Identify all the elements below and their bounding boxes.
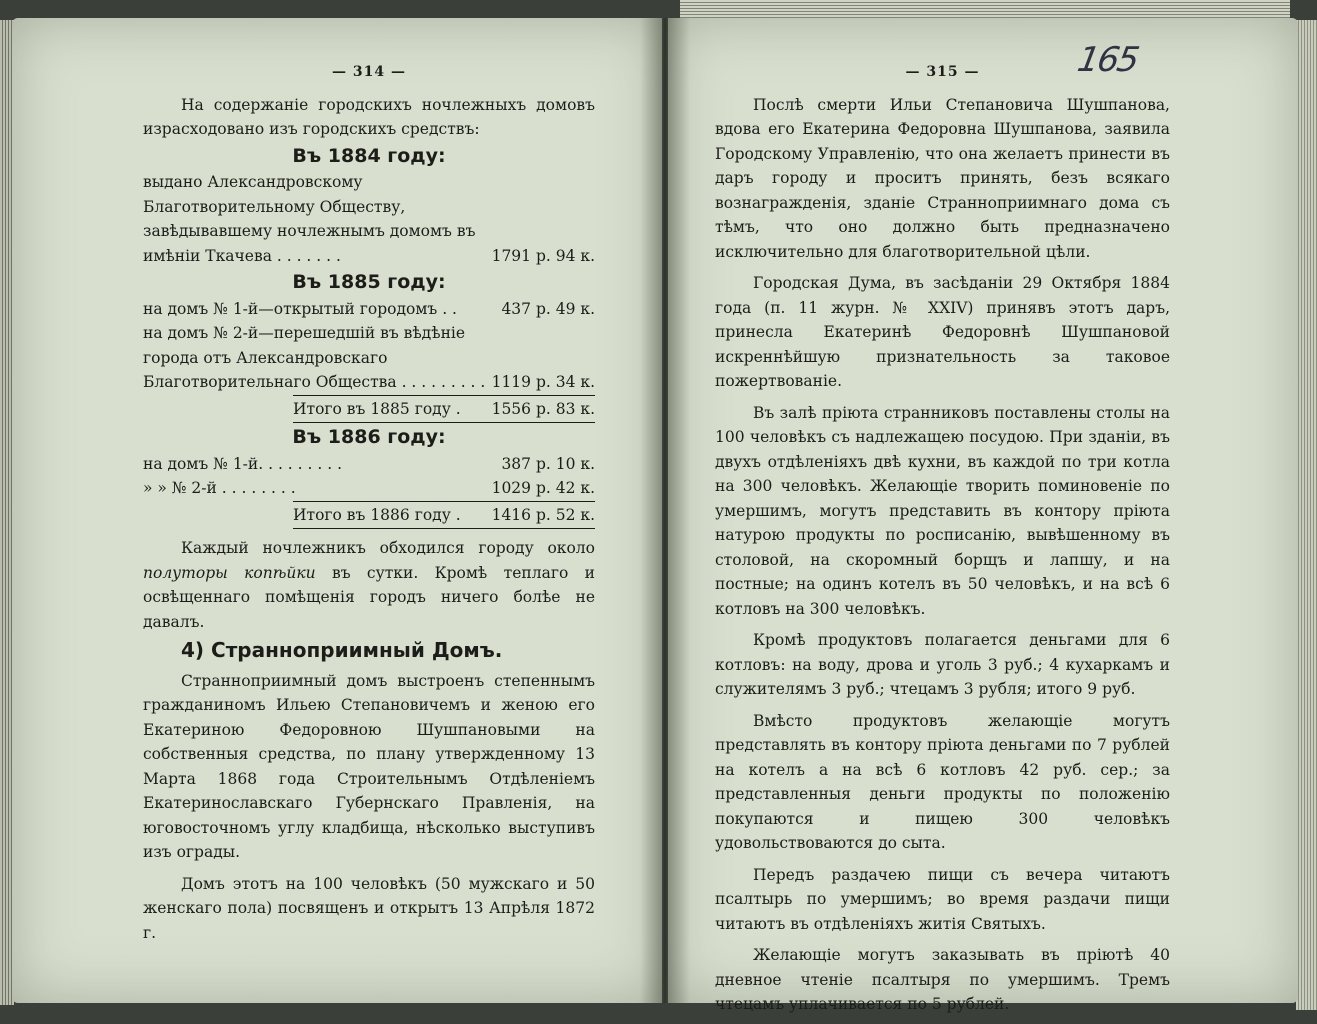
amount-1885-1: 437 р. 49 к. <box>501 299 595 318</box>
row-1885-2 <box>143 321 595 395</box>
heading-1884: Въ 1884 году: <box>292 144 446 167</box>
text-1884: выдано Александровскому Благотворительному Обществу, завѣдывавшему ночлежнымъ домомъ въ имѣніи Ткачева <box>143 173 476 265</box>
row-1885-1 <box>143 297 595 322</box>
page-number-right: — 315 — <box>905 64 980 80</box>
heading-1886: Въ 1886 году: <box>292 426 446 448</box>
amount-1884: 1791 р. 94 к. <box>491 246 595 265</box>
label-1886-1: на домъ № 1-й. . . . . . . . . <box>143 454 343 473</box>
row-1884 <box>143 170 595 268</box>
section-paragraph-1: Странноприимный домъ выстроенъ степеннымъ гражданиномъ Ильею Степановичемъ и женою его Екатериною Федоровною Шушпановыми на собственныя средства, по плану утвержденному 13 Марта 1868 года Строительнымъ Отдѣленіемъ Екатеринославскаго Губернскаго Правленія, на юговосточномъ углу кладбища, нѣсколько выступивъ изъ ограды. <box>143 671 595 861</box>
right-paragraph-1: Послѣ смерти Ильи Степановича Шушпанова, вдова его Екатерина Федоровна Шушпанова, заявила Городскому Управленію, что она желаетъ принести въ даръ городу и проситъ принять, безъ всякаго вознагражденія, зданіе Странноприимнаго дома съ тѣмъ, что оно должно быть предназначено исключительно для благотворительной цѣли. <box>715 95 1170 261</box>
total-amount-1886: 1416 р. 52 к. <box>491 505 595 524</box>
right-paragraph-3: Въ залѣ пріюта странниковъ поставлены столы на 100 человѣкъ съ надлежащею посудою. При зданіи, въ двухъ отдѣленіяхъ двѣ кухни, въ каждой по три котла на 300 человѣкъ. Желающіе творить поминовеніе по умершимъ, могутъ представить въ контору пріюта натурою продукты по росписанію, вывѣшенному въ столовой, на скоромный борщъ и лапшу, и на постные; на одинъ котелъ въ 50 человѣкъ, и на всѣ 6 котловъ на 300 человѣкъ. <box>715 403 1170 618</box>
total-label-1886: Итого въ 1886 году . <box>293 505 461 524</box>
right-paragraph-5: Вмѣсто продуктовъ желающіе могутъ представлять въ контору пріюта деньгами по 7 рублей на котелъ а на всѣ 6 котловъ 42 руб. сер.; за представленныя деньги продукты по положенію покупаются и пищею 300 человѣкъ удовольствоваются до сыта. <box>715 711 1170 852</box>
dots-1884: . . . . . . . <box>276 246 341 265</box>
section-paragraph-2: Домъ этотъ на 100 человѣкъ (50 мужскаго и 50 женскаго пола) посвященъ и открытъ 13 Апрѣля 1872 г. <box>143 874 595 942</box>
book-gutter <box>640 18 690 1003</box>
row-1886-1 <box>143 452 595 477</box>
page-edges-right <box>1296 20 1317 1010</box>
right-paragraph-4: Кромѣ продуктовъ полагается деньгами для 6 котловъ: на воду, дрова и уголь 3 руб.; 4 кухаркамъ и служителямъ 3 руб.; чтецамъ 3 рубля; итого 9 руб. <box>715 631 1170 698</box>
cost-paragraph: Каждый ночлежникъ обходился городу около полуторы копѣйки въ сутки. Кромѣ теплаго и освѣщеннаго помѣщенія городъ ничего болѣе не давалъ. <box>143 539 595 631</box>
total-1886 <box>293 501 595 530</box>
right-paragraph-2: Городская Дума, въ засѣданіи 29 Октября 1884 года (п. 11 журн. № XXIV) принявъ этотъ даръ, принесла Екатеринѣ Федоровнѣ Шушпановой искреннѣйшую признательность за таковое пожертвованіе. <box>715 274 1170 390</box>
left-page-text <box>143 60 595 945</box>
total-label-1885: Итого въ 1885 году . <box>293 399 461 418</box>
right-paragraph-6: Передъ раздачею пищи съ вечера читаютъ псалтырь по умершимъ; во время раздачи пищи читаютъ въ отдѣленіяхъ житія Святыхъ. <box>715 865 1170 933</box>
total-1885 <box>293 395 595 424</box>
heading-1885: Въ 1885 году: <box>292 271 446 293</box>
label-1885-1: на домъ № 1-й—открытый городомъ . . <box>143 299 457 318</box>
page-edges-top <box>680 0 1290 18</box>
right-page-text <box>715 60 1170 1017</box>
intro-paragraph: На содержаніе городскихъ ночлежныхъ домовъ израсходовано изъ городскихъ средствъ: <box>143 95 595 138</box>
section-heading: 4) Странноприимный Домъ. <box>181 638 503 662</box>
handwritten-folio-number: 165 <box>1074 40 1141 80</box>
amount-1886-1: 387 р. 10 к. <box>501 454 595 473</box>
right-paragraph-7: Желающіе могутъ заказывать въ пріютѣ 40 дневное чтеніе псалтыря по умершимъ. Тремъ чтецамъ уплачивается по 5 рублей. <box>715 946 1170 1013</box>
page-number-left: — 314 — <box>332 64 406 80</box>
cost-emphasis: полуторы копѣйки <box>143 563 316 582</box>
row-1886-2 <box>143 476 595 501</box>
label-1885-2: на домъ № 2-й—перешедшій въ вѣдѣніе города отъ Александровскаго Благотворительнаго Общества . . . . . . . . . <box>143 324 486 391</box>
amount-1886-2: 1029 р. 42 к. <box>491 479 595 497</box>
total-amount-1885: 1556 р. 83 к. <box>491 399 595 418</box>
label-1886-2: » » № 2-й . . . . . . . . <box>143 479 296 497</box>
amount-1885-2: 1119 р. 34 к. <box>491 373 595 391</box>
